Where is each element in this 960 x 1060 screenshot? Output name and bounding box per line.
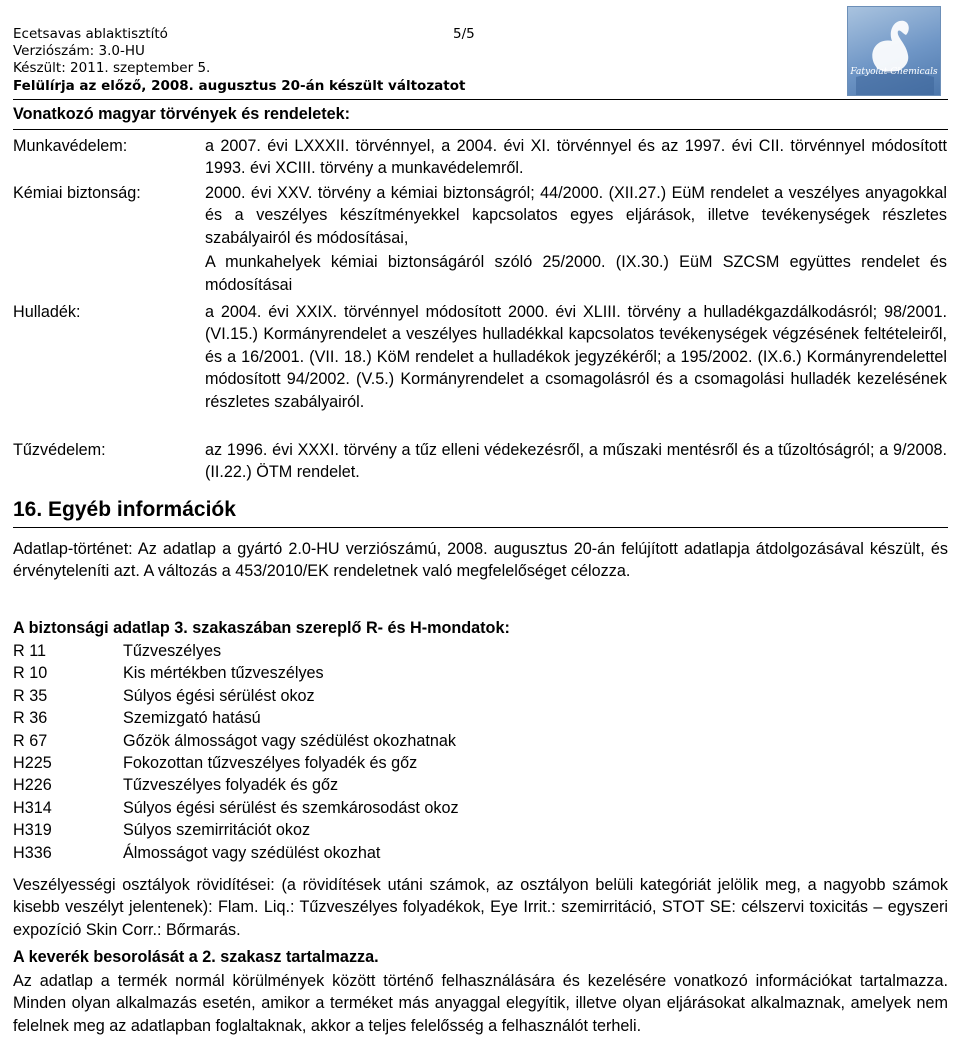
law-paragraph: A munkahelyek kémiai biztonságáról szóló 25/2000. (IX.30.) EüM SZCSM együttes rendelet és módosításai — [205, 253, 947, 294]
law-label-waste: Hulladék: — [13, 303, 81, 321]
phrases-heading: A biztonsági adatlap 3. szakaszában szereplő R- és H-mondatok: — [13, 619, 510, 637]
closing-statement — [13, 970, 948, 1037]
list-item — [13, 707, 713, 729]
phrase-code: R 67 — [13, 731, 48, 750]
law-text-chemical-safety — [205, 182, 947, 296]
phrase-text: Gőzök álmosságot vagy szédülést okozhatnak — [123, 731, 456, 750]
phrase-text: Szemizgató hatású — [123, 709, 261, 728]
version-number: Verziószám: 3.0-HU — [13, 43, 145, 59]
list-item — [13, 752, 713, 774]
abbreviations — [13, 874, 948, 941]
laws-heading: Vonatkozó magyar törvények és rendeletek: — [13, 105, 351, 123]
list-item — [13, 797, 713, 819]
law-text-occupational-safety — [205, 135, 947, 180]
phrase-text: Súlyos égési sérülést és szemkárosodást okoz — [123, 798, 459, 817]
law-label-occupational-safety: Munkavédelem: — [13, 137, 128, 155]
law-label-fire-protection: Tűzvédelem: — [13, 441, 106, 459]
phrase-code: R 11 — [13, 642, 46, 660]
list-item — [13, 819, 713, 841]
law-text-fire-protection — [205, 439, 947, 484]
revision-history-text: Adatlap-történet: Az adatlap a gyártó 2.0-HU verziószámú, 2008. augusztus 20-án felújított adatlapja átdolgozásával készült, és érvényteleníti azt. A változás a 453/2010/EK rendeletnek való megfelelőséget célozza. — [13, 540, 948, 581]
list-item — [13, 640, 713, 662]
phrase-code: H314 — [13, 798, 52, 817]
list-item — [13, 774, 713, 796]
product-name: Ecetsavas ablaktisztító — [13, 26, 168, 42]
law-paragraph: 2000. évi XXV. törvény a kémiai biztonságról; 44/2000. (XII.27.) EüM rendelet a veszélyes anyagokkal és a veszélyes készítményekkel kapcsolatos egyes eljárások, illetve tevékenységek részletes szabályairól és módosításai, — [205, 184, 947, 247]
swan-icon — [848, 7, 941, 96]
law-text-waste — [205, 301, 947, 413]
phrase-code: R 10 — [13, 664, 48, 683]
laws-divider — [13, 129, 948, 130]
supersedes-note: Felülírja az előző, 2008. augusztus 20-án készült változatot — [13, 78, 466, 94]
closing-statement-text: Az adatlap a termék normál körülmények között történő felhasználására és kezelésére vonatkozó információkat tartalmazza. Minden olyan alkalmazás esetén, amikor a terméket más anyaggal elegyítik, illetve olyan eljárásokat alkalmaznak, amelyek nem felelnek meg az adatlapban foglaltaknak, akkor a teljes felelősség a felhasználót terheli. — [13, 972, 948, 1035]
phrase-text: Tűzveszélyes — [123, 642, 222, 660]
classification-heading: A keverék besorolását a 2. szakasz tartalmazza. — [13, 948, 379, 966]
logo-text: Fatyolat Chemicals — [850, 67, 938, 77]
list-item — [13, 685, 713, 707]
phrase-text: Álmosságot vagy szédülést okozhat — [123, 843, 381, 862]
creation-date: Készült: 2011. szeptember 5. — [13, 60, 211, 76]
page-number: 5/5 — [453, 26, 475, 42]
phrase-text: Tűzveszélyes folyadék és gőz — [123, 776, 339, 795]
phrase-text: Súlyos égési sérülést okoz — [123, 686, 315, 705]
phrase-code: H336 — [13, 843, 52, 862]
list-item — [13, 662, 713, 684]
law-paragraph: a 2004. évi XXIX. törvénnyel módosított 2000. évi XLIII. törvény a hulladékgazdálkodásról; 98/2001.(VI.15.) Kormányrendelet a veszélyes hulladékkal kapcsolatos tevékenységek végzésének feltételeiről, és a 16/2001. (VII. 18.) KöM rendelet a hulladékok jegyzékéről; a 195/2002. (IX.6.) Kormányrendelettel módosított 94/2002. (V.5.) Kormányrendelet a csomagolásról és a csomagolási hulladék kezelésének részletes szabályairól. — [205, 303, 947, 411]
abbreviations-text: Veszélyességi osztályok rövidítései: (a rövidítések utáni számok, az osztályon belüli kategóriát jelölik meg, a nagyobb számok kisebb veszélyt jelentenek): Flam. Liq.: Tűzveszélyes folyadékok, Eye Irrit.: szemirritáció, STOT SE: célszervi toxicitás – egyszeri expozíció Skin Corr.: Bőrmarás. — [13, 876, 948, 939]
phrases-list — [13, 640, 713, 864]
section-title: 16. Egyéb információk — [13, 498, 236, 521]
phrase-text: Fokozottan tűzveszélyes folyadék és gőz — [123, 753, 418, 772]
list-item — [13, 730, 713, 752]
phrase-code: H225 — [13, 753, 52, 772]
law-paragraph: az 1996. évi XXXI. törvény a tűz elleni védekezésről, a műszaki mentésről és a tűzoltóságról; a 9/2008. (II.22.) ÖTM rendelet. — [205, 441, 947, 482]
list-item — [13, 842, 713, 864]
document-header — [13, 8, 943, 98]
phrase-code: R 35 — [13, 686, 48, 705]
revision-history — [13, 538, 948, 583]
law-label-chemical-safety: Kémiai biztonság: — [13, 184, 141, 202]
phrase-code: H226 — [13, 776, 52, 795]
header-divider — [13, 99, 948, 100]
phrase-text: Kis mértékben tűzveszélyes — [123, 664, 324, 683]
law-paragraph: a 2007. évi LXXXII. törvénnyel, a 2004. évi XI. törvénnyel és az 1997. évi CII. törvénnyel módosított 1993. évi XCIII. törvény a munkavédelemről. — [205, 137, 947, 178]
section-divider — [13, 527, 948, 528]
company-logo — [847, 6, 941, 96]
phrase-code: H319 — [13, 821, 52, 840]
phrase-text: Súlyos szemirritációt okoz — [123, 821, 311, 840]
phrase-code: R 36 — [13, 709, 48, 728]
